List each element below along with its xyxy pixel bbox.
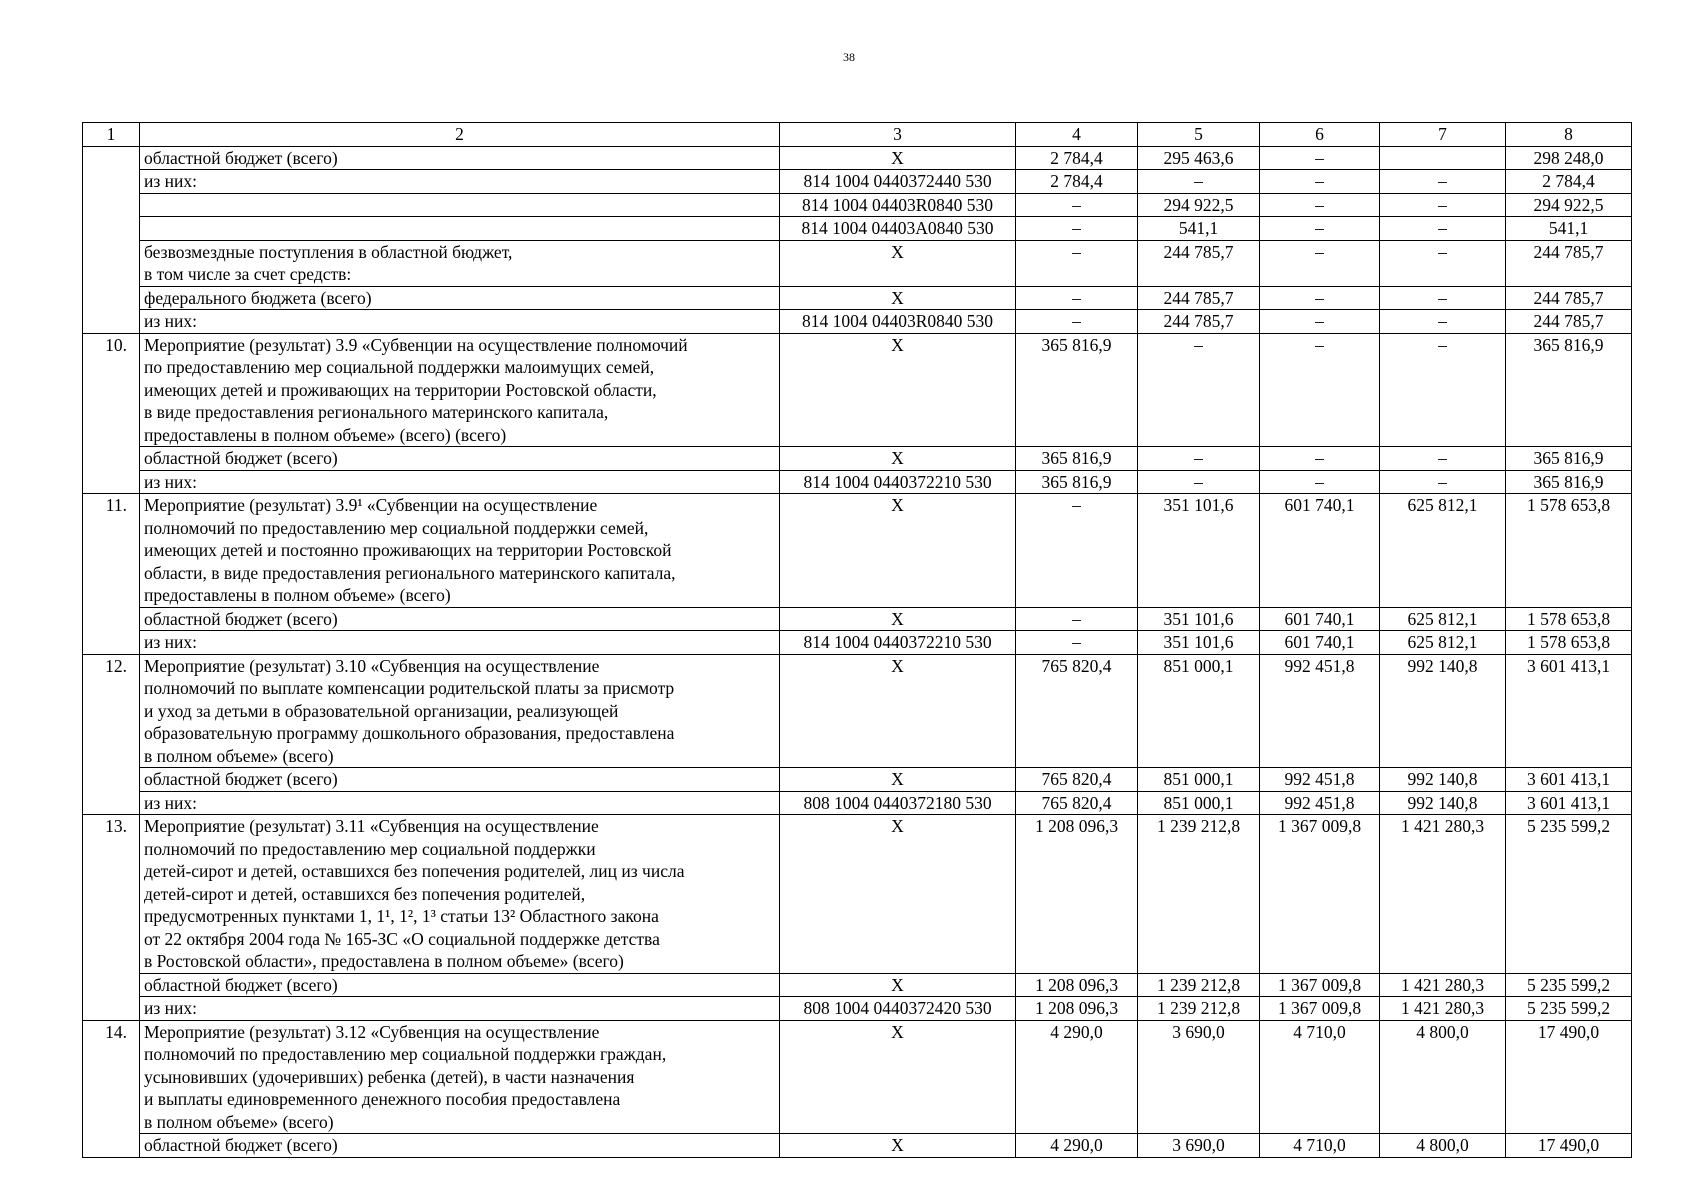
item-description — [140, 631, 780, 655]
item-description — [140, 286, 780, 310]
value-col-5: 351 101,6 — [1138, 494, 1260, 608]
description-line: и выплаты единовременного денежного пособия предоставлена — [144, 1089, 621, 1109]
item-description — [140, 447, 780, 471]
description-line: полномочий по предоставлению мер социальной поддержки граждан, — [144, 1044, 667, 1064]
description-line: в том числе за счет средств: — [144, 264, 352, 284]
description-line: Мероприятие (результат) 3.11 «Субвенция на осуществление — [144, 816, 599, 836]
value-col-7: 1 421 280,3 — [1380, 815, 1506, 974]
value-col-6: 1 367 009,8 — [1260, 815, 1380, 974]
value-col-6: – — [1260, 470, 1380, 494]
column-header: 2 — [140, 123, 780, 147]
table-row — [83, 217, 1632, 241]
description-line: в Ростовской области», предоставлена в полном объеме» (всего) — [144, 951, 624, 971]
value-col-8: 244 785,7 — [1506, 240, 1632, 286]
value-col-4: – — [1016, 631, 1138, 655]
item-description — [140, 768, 780, 792]
value-col-5: – — [1138, 170, 1260, 194]
table-row — [83, 286, 1632, 310]
value-col-8: 1 578 653,8 — [1506, 494, 1632, 608]
item-description — [140, 1134, 780, 1158]
value-col-6: 992 451,8 — [1260, 654, 1380, 768]
budget-code: X — [780, 1134, 1016, 1158]
description-line: полномочий по предоставлению мер социальной поддержки семей, — [144, 517, 649, 538]
budget-code: 814 1004 04403R0840 530 — [780, 193, 1016, 217]
value-col-4: 365 816,9 — [1016, 447, 1138, 471]
column-header: 5 — [1138, 123, 1260, 147]
value-col-7: – — [1380, 286, 1506, 310]
value-col-7: – — [1380, 310, 1506, 334]
description-line: из них: — [144, 311, 197, 331]
value-col-8: 1 578 653,8 — [1506, 631, 1632, 655]
value-col-4: 765 820,4 — [1016, 791, 1138, 815]
row-number: 12. — [83, 654, 140, 815]
value-col-6: 601 740,1 — [1260, 607, 1380, 631]
value-col-5: 851 000,1 — [1138, 654, 1260, 768]
value-col-8: 365 816,9 — [1506, 470, 1632, 494]
value-col-7: 1 421 280,3 — [1380, 973, 1506, 997]
value-col-6: 4 710,0 — [1260, 1020, 1380, 1134]
value-col-8: 3 601 413,1 — [1506, 768, 1632, 792]
value-col-5: 295 463,6 — [1138, 146, 1260, 170]
table-row — [83, 193, 1632, 217]
row-number: 14. — [83, 1020, 140, 1157]
value-col-6: 1 367 009,8 — [1260, 973, 1380, 997]
value-col-5: 3 690,0 — [1138, 1134, 1260, 1158]
description-line: полномочий по предоставлению мер социальной поддержки — [144, 838, 596, 859]
item-description — [140, 607, 780, 631]
row-number — [83, 146, 140, 333]
value-col-4: 365 816,9 — [1016, 470, 1138, 494]
value-col-8: 17 490,0 — [1506, 1020, 1632, 1134]
description-line: из них: — [144, 471, 197, 492]
description-line: в полном объеме» (всего) — [144, 1111, 334, 1132]
value-col-4: – — [1016, 193, 1138, 217]
value-col-8: 298 248,0 — [1506, 146, 1632, 170]
value-col-4: – — [1016, 607, 1138, 631]
description-line: по предоставлению мер социальной поддержки малоимущих семей, — [144, 357, 655, 377]
budget-code: 808 1004 0440372420 530 — [780, 997, 1016, 1021]
table-row — [83, 1134, 1632, 1158]
item-description — [140, 470, 780, 494]
value-col-5: 244 785,7 — [1138, 310, 1260, 334]
value-col-8: 3 601 413,1 — [1506, 791, 1632, 815]
item-description — [140, 146, 780, 170]
budget-code: 814 1004 0440372210 530 — [780, 631, 1016, 655]
value-col-5: 851 000,1 — [1138, 791, 1260, 815]
value-col-6: 992 451,8 — [1260, 791, 1380, 815]
value-col-4: 765 820,4 — [1016, 768, 1138, 792]
page-number: 38 — [843, 50, 855, 64]
table-row — [83, 470, 1632, 494]
description-line: областной бюджет (всего) — [144, 1135, 338, 1155]
value-col-6: 4 710,0 — [1260, 1134, 1380, 1158]
description-line: Мероприятие (результат) 3.12 «Субвенция на осуществление — [144, 1021, 600, 1042]
description-line — [144, 217, 775, 240]
value-col-4: 765 820,4 — [1016, 654, 1138, 768]
item-description — [140, 997, 780, 1021]
value-col-7: 1 421 280,3 — [1380, 997, 1506, 1021]
table-row — [83, 607, 1632, 631]
value-col-7: – — [1380, 470, 1506, 494]
value-col-8: 244 785,7 — [1506, 286, 1632, 310]
item-description — [140, 973, 780, 997]
value-col-5: 244 785,7 — [1138, 286, 1260, 310]
item-description — [140, 494, 780, 608]
value-col-6: 601 740,1 — [1260, 494, 1380, 608]
value-col-5: 244 785,7 — [1138, 240, 1260, 286]
budget-code: X — [780, 494, 1016, 608]
value-col-5: 1 239 212,8 — [1138, 997, 1260, 1021]
description-line: предоставлены в полном объеме» (всего) (всего) — [144, 424, 507, 445]
table-row — [83, 146, 1632, 170]
description-line: областной бюджет (всего) — [144, 769, 338, 789]
budget-code: X — [780, 607, 1016, 631]
budget-code: X — [780, 654, 1016, 768]
budget-code: X — [780, 447, 1016, 471]
value-col-5: 1 239 212,8 — [1138, 815, 1260, 974]
description-line: в полном объеме» (всего) — [144, 745, 334, 766]
budget-code: X — [780, 1020, 1016, 1134]
description-line: в виде предоставления регионального материнского капитала, — [144, 402, 609, 422]
description-line: из них: — [144, 792, 197, 813]
value-col-4: 2 784,4 — [1016, 146, 1138, 170]
value-col-8: 5 235 599,2 — [1506, 973, 1632, 997]
value-col-4: – — [1016, 217, 1138, 241]
value-col-7: 625 812,1 — [1380, 607, 1506, 631]
value-col-6: – — [1260, 310, 1380, 334]
value-col-6: – — [1260, 217, 1380, 241]
value-col-5: 541,1 — [1138, 217, 1260, 241]
value-col-5: – — [1138, 333, 1260, 447]
description-line: безвозмездные поступления в областной бюджет, — [144, 241, 513, 262]
column-header: 8 — [1506, 123, 1632, 147]
value-col-4: 4 290,0 — [1016, 1134, 1138, 1158]
description-line: и уход за детьми в образовательной организации, реализующей — [144, 700, 619, 721]
value-col-7: 4 800,0 — [1380, 1134, 1506, 1158]
value-col-4: 1 208 096,3 — [1016, 973, 1138, 997]
table-row — [83, 1020, 1632, 1134]
budget-code: X — [780, 146, 1016, 170]
table-row — [83, 447, 1632, 471]
description-line: имеющих детей и проживающих на территории Ростовской области, — [144, 379, 657, 400]
table-row — [83, 997, 1632, 1021]
description-line: из них: — [144, 998, 197, 1018]
table-row — [83, 815, 1632, 974]
table-row — [83, 654, 1632, 768]
value-col-6: – — [1260, 286, 1380, 310]
value-col-6: – — [1260, 193, 1380, 217]
value-col-7: – — [1380, 217, 1506, 241]
budget-code: X — [780, 286, 1016, 310]
value-col-7: 992 140,8 — [1380, 791, 1506, 815]
budget-code: X — [780, 815, 1016, 974]
value-col-5: 3 690,0 — [1138, 1020, 1260, 1134]
value-col-7: 625 812,1 — [1380, 631, 1506, 655]
value-col-8: 2 784,4 — [1506, 170, 1632, 194]
value-col-8: 244 785,7 — [1506, 310, 1632, 334]
value-col-5: 351 101,6 — [1138, 631, 1260, 655]
table-row — [83, 333, 1632, 447]
item-description — [140, 170, 780, 194]
value-col-7 — [1380, 146, 1506, 170]
value-col-4: – — [1016, 240, 1138, 286]
item-description — [140, 333, 780, 447]
column-header: 3 — [780, 123, 1016, 147]
value-col-6: 992 451,8 — [1260, 768, 1380, 792]
description-line — [144, 194, 775, 217]
table-row — [83, 240, 1632, 286]
description-line: из них: — [144, 171, 197, 191]
description-line: полномочий по выплате компенсации родительской платы за присмотр — [144, 678, 675, 698]
budget-code: 814 1004 04403A0840 530 — [780, 217, 1016, 241]
description-line: федерального бюджета (всего) — [144, 287, 372, 308]
value-col-5: – — [1138, 447, 1260, 471]
value-col-7: 992 140,8 — [1380, 768, 1506, 792]
value-col-7: – — [1380, 333, 1506, 447]
description-line: от 22 октября 2004 года № 165-ЗС «О социальной поддержке детства — [144, 928, 660, 949]
description-line: Мероприятие (результат) 3.9 «Субвенции на осуществление полномочий — [144, 334, 688, 355]
value-col-8: 5 235 599,2 — [1506, 997, 1632, 1021]
description-line: из них: — [144, 632, 197, 652]
value-col-6: 1 367 009,8 — [1260, 997, 1380, 1021]
description-line: областной бюджет (всего) — [144, 147, 338, 168]
table-row — [83, 310, 1632, 334]
item-description — [140, 193, 780, 217]
value-col-7: 4 800,0 — [1380, 1020, 1506, 1134]
item-description — [140, 815, 780, 974]
value-col-6: – — [1260, 170, 1380, 194]
value-col-5: 1 239 212,8 — [1138, 973, 1260, 997]
description-line: образовательную программу дошкольного образования, предоставлена — [144, 723, 675, 743]
item-description — [140, 217, 780, 241]
table-row — [83, 170, 1632, 194]
budget-code: 808 1004 0440372180 530 — [780, 791, 1016, 815]
value-col-7: – — [1380, 170, 1506, 194]
column-header: 7 — [1380, 123, 1506, 147]
value-col-5: 351 101,6 — [1138, 607, 1260, 631]
value-col-4: – — [1016, 310, 1138, 334]
value-col-6: – — [1260, 333, 1380, 447]
value-col-4: 1 208 096,3 — [1016, 815, 1138, 974]
value-col-4: 4 290,0 — [1016, 1020, 1138, 1134]
budget-code: 814 1004 0440372440 530 — [780, 170, 1016, 194]
description-line: Мероприятие (результат) 3.10 «Субвенция на осуществление — [144, 655, 600, 676]
item-description — [140, 791, 780, 815]
description-line: областной бюджет (всего) — [144, 448, 338, 468]
value-col-6: 601 740,1 — [1260, 631, 1380, 655]
value-col-4: 365 816,9 — [1016, 333, 1138, 447]
column-header: 6 — [1260, 123, 1380, 147]
description-line: детей-сирот и детей, оставшихся без попечения родителей, — [144, 883, 586, 904]
value-col-5: 851 000,1 — [1138, 768, 1260, 792]
budget-code: 814 1004 04403R0840 530 — [780, 310, 1016, 334]
value-col-8: 5 235 599,2 — [1506, 815, 1632, 974]
item-description — [140, 310, 780, 334]
description-line: Мероприятие (результат) 3.9¹ «Субвенции на осуществление — [144, 495, 598, 515]
description-line: усыновивших (удочеривших) ребенка (детей), в части назначения — [144, 1066, 635, 1087]
column-header: 4 — [1016, 123, 1138, 147]
item-description — [140, 1020, 780, 1134]
value-col-7: – — [1380, 193, 1506, 217]
column-header: 1 — [83, 123, 140, 147]
budget-code: X — [780, 333, 1016, 447]
value-col-4: – — [1016, 286, 1138, 310]
description-line: предоставлены в полном объеме» (всего) — [144, 585, 451, 605]
budget-code: X — [780, 240, 1016, 286]
budget-code: X — [780, 768, 1016, 792]
row-number: 11. — [83, 494, 140, 655]
table-row — [83, 768, 1632, 792]
value-col-6: – — [1260, 146, 1380, 170]
description-line: детей-сирот и детей, оставшихся без попечения родителей, лиц из числа — [144, 861, 685, 881]
item-description — [140, 240, 780, 286]
column-number-row — [83, 123, 1632, 147]
description-line: имеющих детей и постоянно проживающих на территории Ростовской — [144, 540, 672, 560]
value-col-7: 625 812,1 — [1380, 494, 1506, 608]
value-col-8: 1 578 653,8 — [1506, 607, 1632, 631]
table-row — [83, 791, 1632, 815]
table-row — [83, 631, 1632, 655]
description-line: предусмотренных пунктами 1, 1¹, 1², 1³ статьи 13² Областного закона — [144, 906, 659, 926]
value-col-4: 1 208 096,3 — [1016, 997, 1138, 1021]
item-description — [140, 654, 780, 768]
value-col-8: 541,1 — [1506, 217, 1632, 241]
table-row — [83, 973, 1632, 997]
value-col-8: 365 816,9 — [1506, 333, 1632, 447]
value-col-6: – — [1260, 240, 1380, 286]
budget-table — [82, 122, 1632, 1158]
value-col-7: 992 140,8 — [1380, 654, 1506, 768]
budget-code: 814 1004 0440372210 530 — [780, 470, 1016, 494]
description-line: областной бюджет (всего) — [144, 974, 338, 995]
value-col-6: – — [1260, 447, 1380, 471]
description-line: областной бюджет (всего) — [144, 608, 338, 629]
value-col-4: 2 784,4 — [1016, 170, 1138, 194]
description-line: области, в виде предоставления регионального материнского капитала, — [144, 562, 676, 583]
table-row — [83, 494, 1632, 608]
budget-code: X — [780, 973, 1016, 997]
value-col-5: 294 922,5 — [1138, 193, 1260, 217]
value-col-7: – — [1380, 447, 1506, 471]
value-col-8: 365 816,9 — [1506, 447, 1632, 471]
value-col-7: – — [1380, 240, 1506, 286]
value-col-5: – — [1138, 470, 1260, 494]
value-col-8: 3 601 413,1 — [1506, 654, 1632, 768]
row-number: 13. — [83, 815, 140, 1021]
value-col-8: 294 922,5 — [1506, 193, 1632, 217]
value-col-8: 17 490,0 — [1506, 1134, 1632, 1158]
value-col-4: – — [1016, 494, 1138, 608]
row-number: 10. — [83, 333, 140, 494]
